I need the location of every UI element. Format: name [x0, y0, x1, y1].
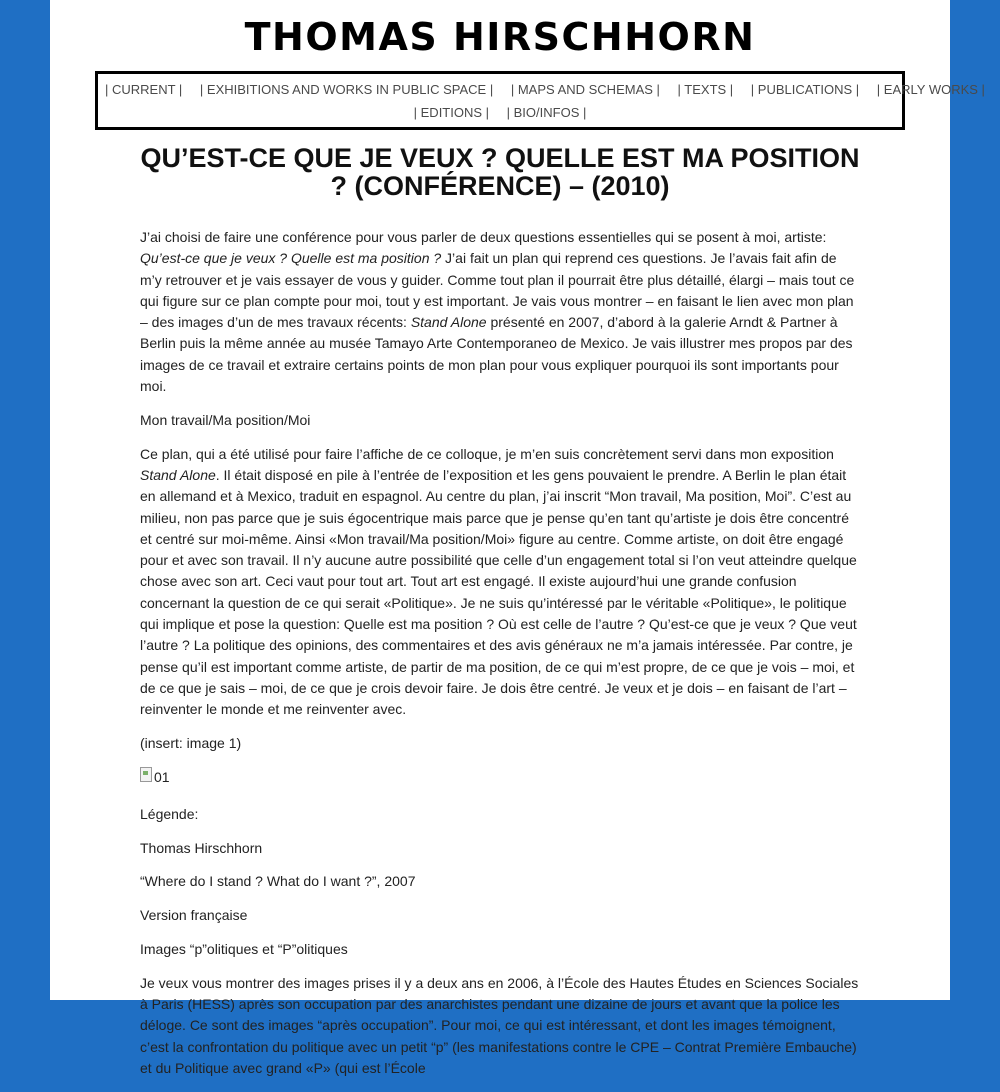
- caption-label: Légende:: [140, 805, 199, 822]
- intro-questions: Qu’est-ce que je veux ? Quelle est ma position ?: [140, 250, 442, 267]
- section-heading-images: Images “p”olitiques et “P”olitiques: [140, 940, 348, 957]
- broken-image-icon: [140, 767, 152, 782]
- broken-image: [140, 767, 170, 788]
- main-navigation: [95, 71, 985, 130]
- plan-work-title: Stand Alone: [140, 466, 216, 483]
- plan-text-a: Ce plan, qui a été utilisé pour faire l’affiche de ce colloque, je m’en suis concrètement servi dans mon exposition: [140, 445, 834, 462]
- paragraph-intro: [140, 227, 860, 397]
- nav-item-exhibitions[interactable]: | EXHIBITIONS AND WORKS IN PUBLIC SPACE |: [199, 82, 494, 97]
- paragraph-plan: [140, 444, 860, 721]
- intro-text-a: J’ai choisi de faire une conférence pour vous parler de deux questions essentielles qui se posent à moi, artiste:: [140, 229, 827, 245]
- intro-text-b: J’ai fait un plan qui reprend ces questions. Je l’avais fait afin de m’y retrouver et je vais essayer de vous y guider. Comme tout plan il pourrait être plus détaillé, élargi – mais tout ce qui figure sur ce plan compte pour moi, tout y est important. Je vais vous montrer – en faisant le lien avec mon plan – des images d’un de mes travaux récents:: [140, 250, 855, 331]
- nav-item-current[interactable]: | CURRENT |: [105, 82, 183, 97]
- caption-artist: Thomas Hirschhorn: [140, 839, 263, 856]
- nav-item-early-works[interactable]: | EARLY WORKS |: [876, 82, 985, 97]
- section-heading-position: Mon travail/Ma position/Moi: [140, 411, 311, 428]
- intro-work-title: Stand Alone: [410, 314, 487, 331]
- nav-row-2: [98, 101, 902, 124]
- caption-work: “Where do I stand ? What do I want ?”, 2007: [140, 873, 416, 890]
- paragraph-images: Je veux vous montrer des images prises il y a deux ans en 2006, à l’École des Hautes Études en Sciences Sociales à Paris (HESS) après son occupation par des anarchistes pendant une dizaine de jours et avant que la police les déloge. Ce sont des images “après occupation”. Pour moi, ce qui est intéressant, et dont les images témoignent, c’est la confrontation du politique avec un petit “p” (les manifestations contre le CPE – Contrat Première Embauche) et du Politique avec grand «P» (qui est l’École: [140, 974, 859, 1076]
- page: [50, 0, 985, 1076]
- plan-text-b: . Il était disposé en pile à l’entrée de l’exposition et les gens pouvaient le prendre. A Berlin le plan était en allemand et à Mexico, traduit en espagnol. Au centre du plan, j’ai inscrit “Mon travail, Ma position, Moi”. C’est au milieu, non pas parce que je suis égocentrique mais parce que je pense qu’en tant qu’artiste je dois être concentré et centré sur moi-même. Ainsi «Mon travail/Ma position/Moi» figure au centre. Comme artiste, on doit être engagé pour et avec son travail. Il n’y aucune autre possibilité que celle d’un engagement total si l’on veut atteindre quelque chose avec son art. Ceci vaut pour tout art. Tout art est engagé. Il existe aujourd’hui une grande confusion concernant la question de ce qui serait «Politique». Je ne suis qu’intéressé par le véritable «Politique», le politique qui implique et pose la question: Quelle est ma position ? Où est celle de l’autre ? Qu’est-ce que je veux ? Que veut l’autre ? La politique des opinions, des commentaires et des avis généraux ne m’a jamais intéressée. Par contre, je pense qu’il est important comme artiste, de partir de ma position, de ce qui m’est propre, de ce que je vois – moi, et de ce que je sais – moi, de ce que je crois devoir faire. Je dois être centré. Je veux et je dois – en faisant de l’art – reinventer le monde et me reinventer avec.: [140, 466, 857, 718]
- nav-item-publications[interactable]: | PUBLICATIONS |: [750, 82, 860, 97]
- article-content: [140, 227, 860, 1092]
- article-title: QU’EST-CE QUE JE VEUX ? QUELLE EST MA POSITION ? (CONFÉRENCE) – (2010): [140, 143, 860, 201]
- image-alt-text: 01: [154, 768, 170, 785]
- caption-version: Version française: [140, 907, 248, 924]
- image-insert-note: (insert: image 1): [140, 735, 242, 752]
- image-container: [140, 767, 860, 791]
- nav-item-texts[interactable]: | TEXTS |: [677, 82, 734, 97]
- nav-row-1: [98, 78, 985, 101]
- nav-item-bio-infos[interactable]: | BIO/INFOS |: [506, 105, 587, 120]
- nav-item-editions[interactable]: | EDITIONS |: [413, 105, 490, 120]
- nav-item-maps-and-schemas[interactable]: | MAPS AND SCHEMAS |: [510, 82, 660, 97]
- site-title-link[interactable]: THOMAS HIRSCHHORN: [244, 15, 756, 59]
- intro-text-c: présenté en 2007, d’abord à la galerie Arndt & Partner à Berlin puis la même année au musée Tamayo Arte Contemporaneo de Mexico. Je vais illustrer mes propos par des images de ce travail et extraire certains points de mon plan pour vous expliquer pourquoi ils sont importants pour moi.: [140, 314, 853, 395]
